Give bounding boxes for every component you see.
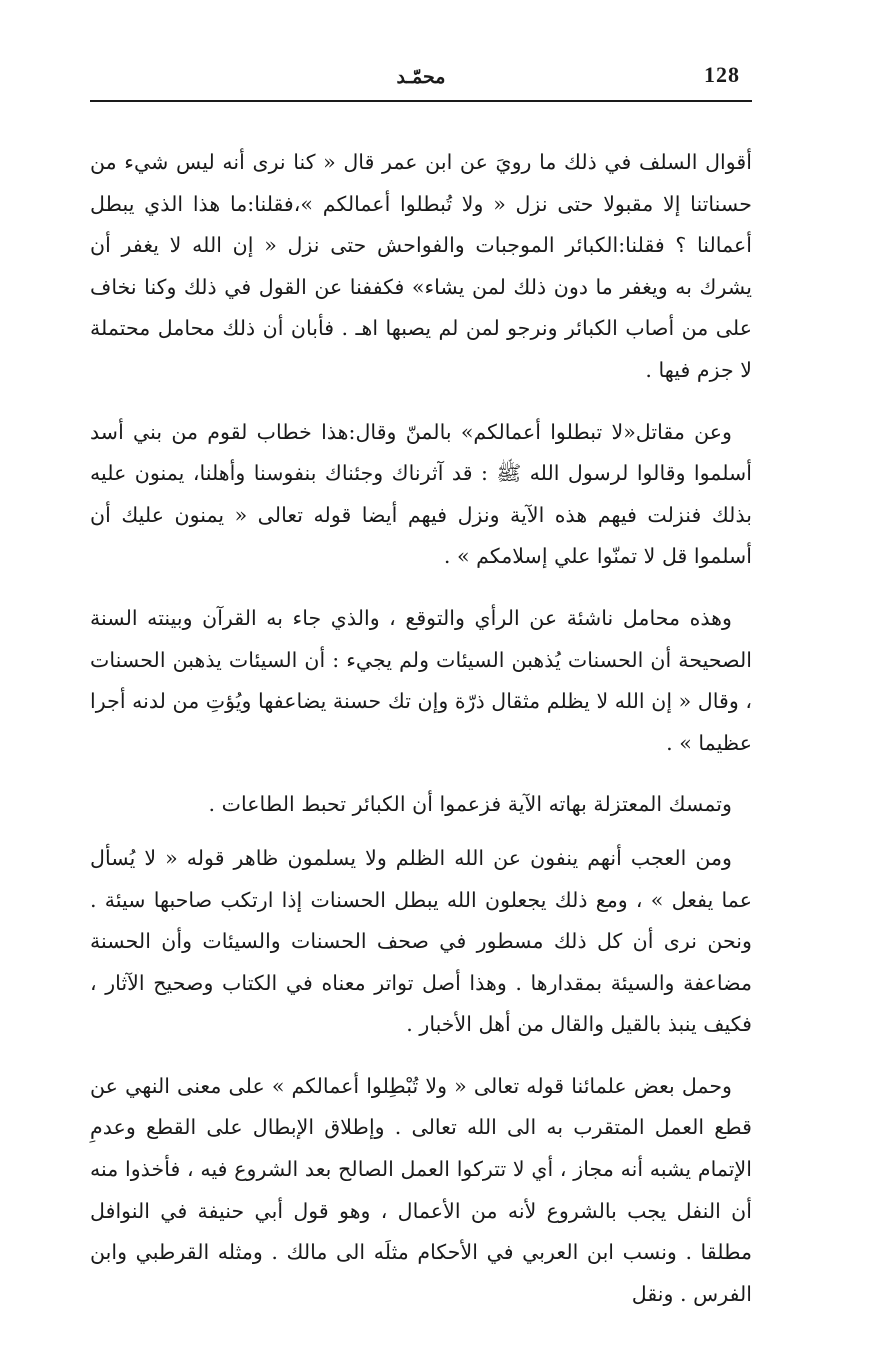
paragraph-6: وحمل بعض علمائنا قوله تعالى « ولا تُبْطِلوا أعمالكم » على معنى النهي عن قطع العمل المتقرب به الى الله تعالى . وإطلاق الإبطال على القطع وعدمِ الإتمام يشبه أنه مجاز ، أي لا تتركوا العمل الصالح بعد الشروع فيه ، فأخذوا منه أن النفل يجب بالشروع لأنه من الأعمال ، وهو قول أبي حنيفة في النوافل مطلقا . ونسب ابن العربي في الأحكام مثلَه الى مالك . ومثله القرطبي وابن الفرس . ونقل xyxy=(90,1073,752,1306)
paragraph-1: أقوال السلف في ذلك ما رويَ عن ابن عمر قال « كنا نرى أنه ليس شيء من حسناتنا إلا مقبولا حتى نزل « ولا تُبطلوا أعمالكم »،فقلنا:ما هذا الذي يبطل أعمالنا ؟ فقلنا:الكبائر الموجبات والفواحش حتى نزل « إن الله لا يغفر أن يشرك به ويغفر ما دون ذلك لمن يشاء» فكففنا عن القول في ذلك وكنا نخاف على من أصاب الكبائر ونرجو لمن لم يصبها اهـ . فأبان أن ذلك محامل محتملة لا جزم فيها . xyxy=(90,150,752,382)
body-text xyxy=(90,142,752,1335)
page-number: 128 xyxy=(704,62,740,87)
paragraph-4: وتمسك المعتزلة بهاته الآية فزعموا أن الكبائر تحبط الطاعات . xyxy=(208,792,732,817)
paragraph-5: ومن العجب أنهم ينفون عن الله الظلم ولا يسلمون ظاهر قوله « لا يُسأل عما يفعل » ، ومع ذلك يجعلون الله يبطل الحسنات إذا ارتكب صاحبها سيئة . ونحن نرى أن كل ذلك مسطور في صحف الحسنات والسيئات وأن الحسنة مضاعفة والسيئة بمقدارها . وهذا أصل تواتر معناه في الكتاب وصحيح الآثار ، فكيف ينبذ بالقيل والقال من أهل الأخبار . xyxy=(90,845,752,1037)
paragraph-2: وعن مقاتل«لا تبطلوا أعمالكم» بالمنّ وقال:هذا خطاب لقوم من بني أسد أسلموا وقالوا لرسول الله ﷺ : قد آثرناك وجئناك بنفوسنا وأهلنا، يمنون عليه بذلك فنزلت فيهم هذه الآية ونزل فيهم أيضا قوله تعالى « يمنون عليك أن أسلموا قل لا تمنّوا علي إسلامكم » . xyxy=(90,419,752,569)
header-rule xyxy=(90,100,752,102)
running-title: محمّـد xyxy=(396,66,446,88)
paragraph-3: وهذه محامل ناشئة عن الرأي والتوقع ، والذي جاء به القرآن وبينته السنة الصحيحة أن الحسنات يُذهبن السيئات ولم يجيء : أن السيئات يذهبن الحسنات ، وقال « إن الله لا يظلم مثقال ذرّة وإن تك حسنة يضاعفها ويُؤتِ من لدنه أجرا عظيما » . xyxy=(90,605,752,755)
page-header xyxy=(90,58,752,98)
